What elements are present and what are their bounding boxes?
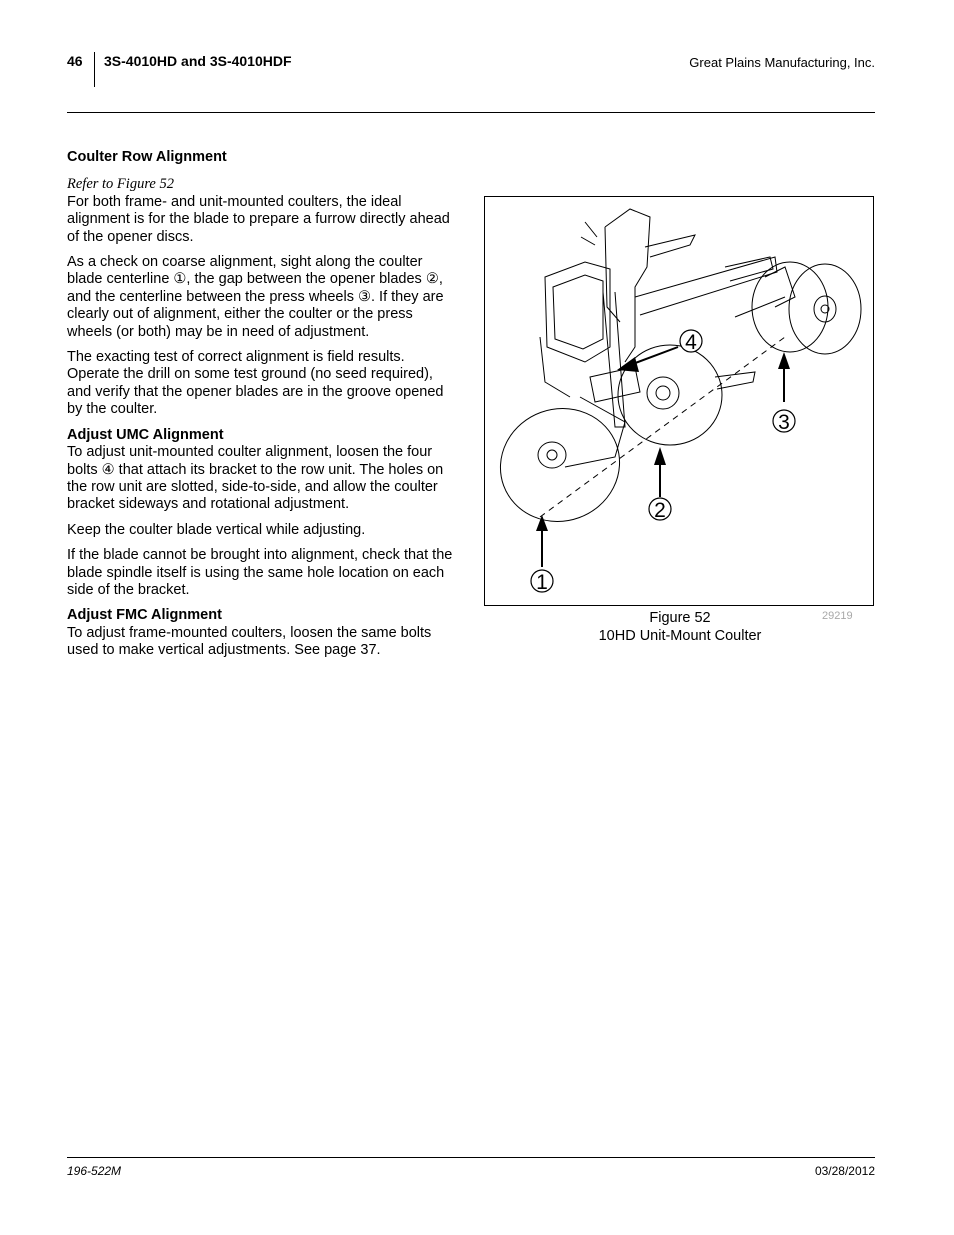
coulter-illustration xyxy=(485,197,873,605)
coulter-hub xyxy=(538,442,566,468)
paragraph-blade-spindle: If the blade cannot be brought into alignment, check that the blade spindle itself is using the same hole location on each side of the bracket. xyxy=(67,547,453,598)
paragraph-field-results: The exacting test of correct alignment is field results. Operate the drill on some test ground (no seed required), and verify that the opener blades are in the groove opened by the coulter. xyxy=(67,349,444,418)
document-title: 3S-4010HD and 3S-4010HDF xyxy=(104,53,292,69)
alignment-line xyxy=(540,337,785,517)
section-heading: Coulter Row Alignment xyxy=(67,149,227,165)
header-divider xyxy=(94,52,95,87)
figure-frame xyxy=(484,196,874,606)
text-column xyxy=(67,149,459,660)
row-unit-beam xyxy=(635,257,777,315)
spindle-arm xyxy=(603,292,625,427)
arrow-head-3 xyxy=(778,352,790,369)
paragraph-umc-bolts: To adjust unit-mounted coulter alignment, loosen the four bolts ④ that attach its bracket to the row unit. The holes on the row unit are slotted, side-to-side, and allow the coulter bracket sideways and rotational adjustment. xyxy=(67,444,444,513)
fmc-heading: Adjust FMC Alignment xyxy=(67,607,222,624)
callout-label-1: 1 xyxy=(536,571,548,594)
figure-image-number: 29219 xyxy=(822,610,853,622)
figure-caption xyxy=(560,609,800,645)
mounting-arm xyxy=(645,235,695,257)
footer-rule xyxy=(67,1157,875,1158)
page-number: 46 xyxy=(67,53,83,69)
umc-heading: Adjust UMC Alignment xyxy=(67,426,224,443)
press-wheel-front xyxy=(789,264,861,354)
callout-label-2: 2 xyxy=(654,499,666,522)
press-wheel-rear xyxy=(752,262,828,352)
callout-label-3: 3 xyxy=(778,411,790,434)
bracket-outline xyxy=(605,209,650,362)
company-name: Great Plains Manufacturing, Inc. xyxy=(689,55,875,70)
paragraph-ideal-alignment: For both frame- and unit-mounted coulters, the ideal alignment is for the blade to prepare a furrow directly ahead of the opener discs. xyxy=(67,193,450,245)
figure-title: 10HD Unit-Mount Coulter xyxy=(598,628,762,644)
paragraph-coarse-alignment: As a check on coarse alignment, sight along the coulter blade centerline ①, the gap between the opener blades ②, and the centerline between the press wheels ③. If they are clearly out of alignment, either the coulter or the press wheels (or both) may be in need of adjustment. xyxy=(67,254,444,340)
footer-doc-number: 196-522M xyxy=(67,1164,122,1178)
figure-label: Figure 52 xyxy=(649,610,711,626)
header-rule xyxy=(67,112,875,113)
paragraph-fmc-bolts: To adjust frame-mounted coulters, loosen the same bolts used to make vertical adjustments. See page 37. xyxy=(67,624,432,659)
paragraph-keep-vertical: Keep the coulter blade vertical while adjusting. xyxy=(67,521,366,538)
arrow-head-2 xyxy=(654,447,666,465)
callout-label-4: 4 xyxy=(685,331,697,354)
footer-date: 03/28/2012 xyxy=(814,1164,875,1178)
figure-reference: Refer to Figure 52 xyxy=(67,176,174,193)
arrow-head-1 xyxy=(536,515,548,531)
